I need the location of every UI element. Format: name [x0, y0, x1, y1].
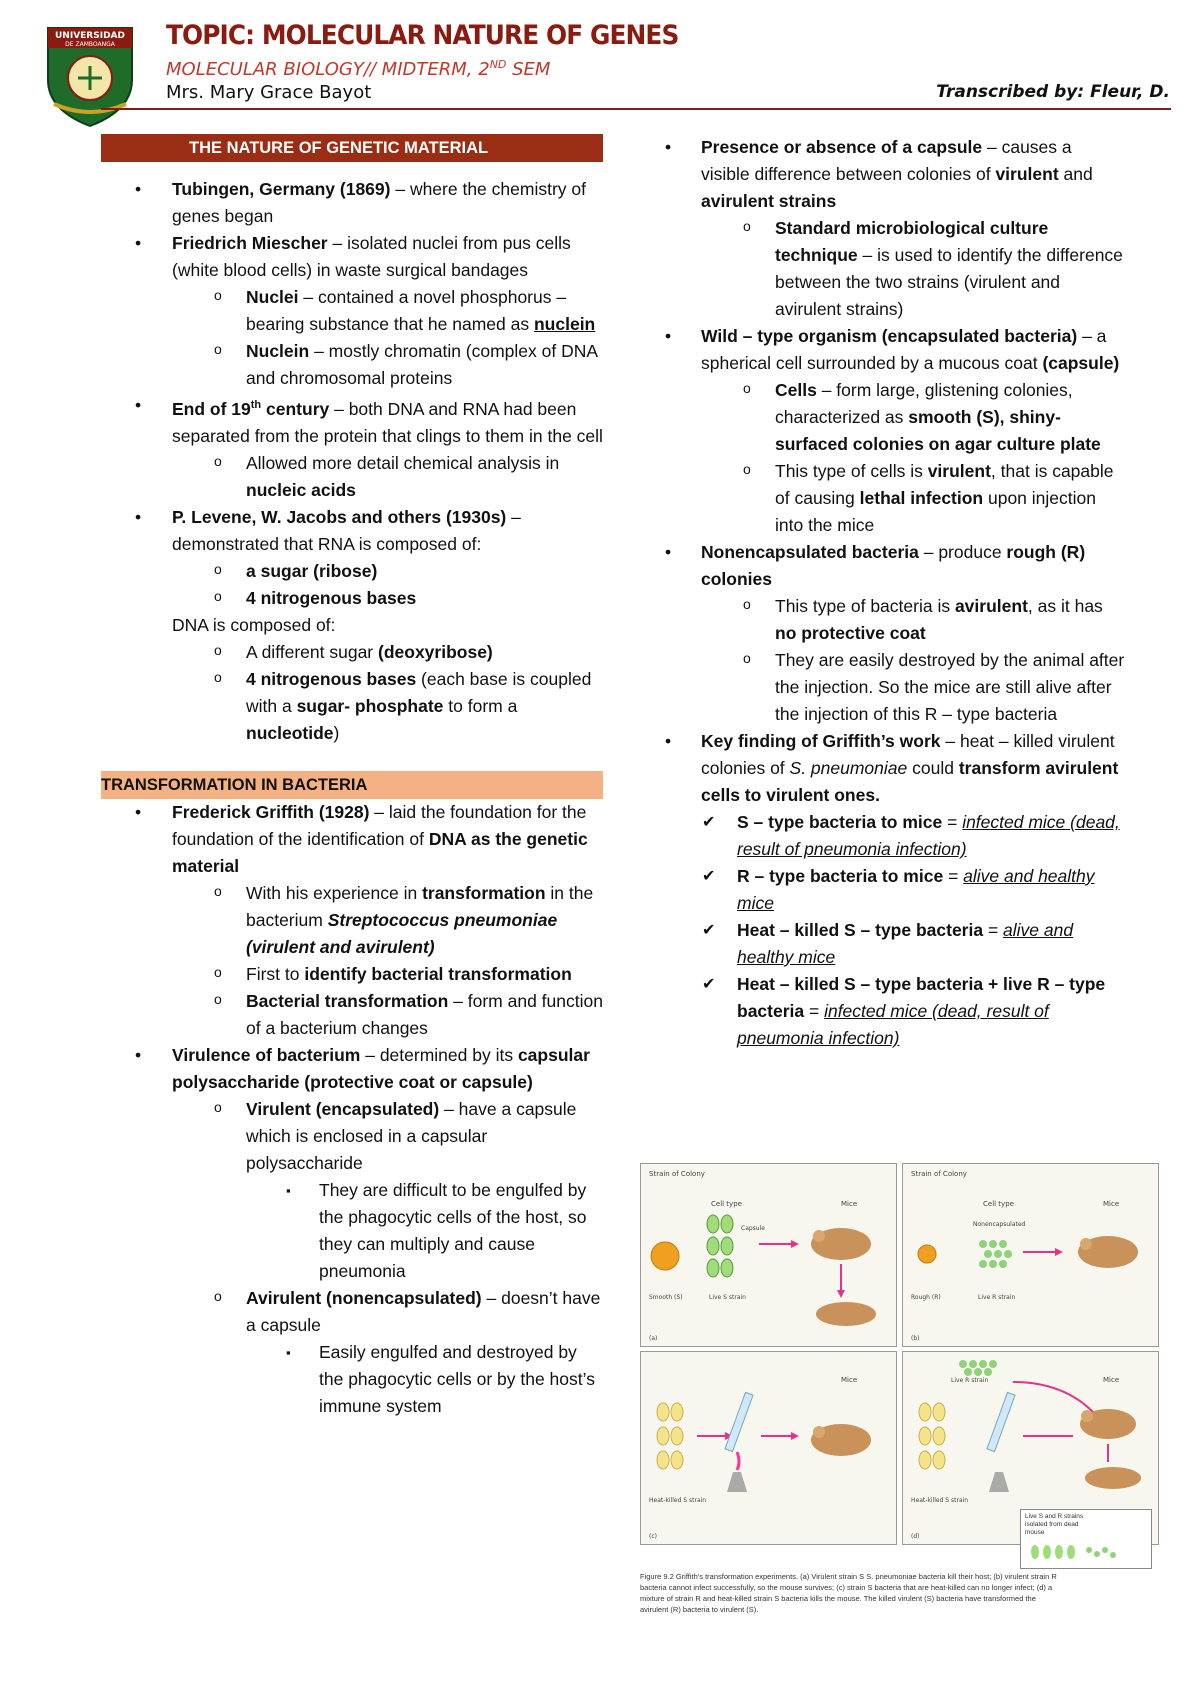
list-item: o 4 nitrogenous bases (each base is coupled with a sugar- phosphate to form a nucleotide) [101, 666, 603, 747]
teacher-name: Mrs. Mary Grace Bayot [166, 82, 372, 103]
list-item: o Nuclei – contained a novel phosphorus – bearing substance that he named as nuclein [101, 284, 603, 338]
list-item: • End of 19th century – both DNA and RNA had been separated from the protein that clings to them in the cell [101, 392, 603, 450]
svg-text:DE ZAMBOANGA: DE ZAMBOANGA [65, 41, 115, 48]
figure-caption: Figure 9.2 Griffith's transformation experiments. (a) Virulent strain S S. pneumoniae bacteria kill their host; (b) virulent strain R bacteria cannot infect successfully, so the mouse survives; (c) strain S bacteria that are heat-killed can no longer infect; (d) a mixture of strain R and heat-killed strain S bacteria kills the mouse. The killed virulent (S) bacteria have transformed the avirulent (R) bacteria to virulent (S). [640, 1572, 1057, 1614]
transcriber-credit: Transcribed by: Fleur, D. [936, 82, 1170, 102]
list-item: • Wild – type organism (encapsulated bacteria) – a spherical cell surrounded by a mucous coat (capsule) [655, 323, 1125, 377]
svg-text:Capsule: Capsule [741, 1225, 765, 1232]
check-item: ✔ Heat – killed S – type bacteria + live R – type bacteria = infected mice (dead, result of pneumonia infection) [655, 971, 1125, 1052]
list-item: • Tubingen, Germany (1869) – where the chemistry of genes began [101, 176, 603, 230]
list-item: o First to identify bacterial transformation [101, 961, 603, 988]
svg-text:Strain of Colony: Strain of Colony [911, 1170, 967, 1178]
list-item: • Frederick Griffith (1928) – laid the foundation for the foundation of the identification of DNA as the genetic material [101, 799, 603, 880]
list-item: o This type of bacteria is avirulent, as it has no protective coat [655, 593, 1125, 647]
svg-text:Heat-killed S strain: Heat-killed S strain [911, 1497, 969, 1504]
svg-text:Strain of Colony: Strain of Colony [649, 1170, 705, 1178]
svg-text:Mice: Mice [1103, 1200, 1120, 1208]
list-item: • P. Levene, W. Jacobs and others (1930s) – demonstrated that RNA is composed of: [101, 504, 603, 558]
check-item: ✔ R – type bacteria to mice = alive and healthy mice [655, 863, 1125, 917]
check-item: ✔ S – type bacteria to mice = infected mice (dead, result of pneumonia infection) [655, 809, 1125, 863]
svg-text:Live S strain: Live S strain [709, 1294, 746, 1301]
figure-panel-c [640, 1351, 897, 1545]
svg-text:Cell type: Cell type [711, 1200, 742, 1208]
panel-c-illustration [641, 1352, 896, 1544]
section-heading-genetic-material: THE NATURE OF GENETIC MATERIAL [101, 134, 603, 162]
svg-text:Mice: Mice [841, 1376, 858, 1384]
list-item: o Virulent (encapsulated) – have a capsule which is enclosed in a capsular polysaccharide [101, 1096, 603, 1177]
figure-result-bacteria [1025, 1542, 1145, 1564]
page-header [0, 0, 1200, 125]
list-item: o Bacterial transformation – form and function of a bacterium changes [101, 988, 603, 1042]
svg-text:Cell type: Cell type [983, 1200, 1014, 1208]
list-item: • Key finding of Griffith’s work – heat – killed virulent colonies of S. pneumoniae could transform avirulent cells to virulent ones. [655, 728, 1125, 809]
university-seal-logo [34, 18, 146, 130]
list-item: o With his experience in transformation in the bacterium Streptococcus pneumoniae (virulent and avirulent) [101, 880, 603, 961]
figure-result-box [1020, 1509, 1152, 1569]
left-column [101, 134, 603, 1420]
svg-text:(d): (d) [911, 1533, 920, 1540]
right-column [655, 134, 1125, 1052]
list-item: • Virulence of bacterium – determined by its capsular polysaccharide (protective coat or capsule) [101, 1042, 603, 1096]
svg-text:Heat-killed S strain: Heat-killed S strain [649, 1497, 707, 1504]
panel-a-illustration [641, 1164, 896, 1346]
svg-text:(a): (a) [649, 1335, 658, 1342]
list-item: o Nuclein – mostly chromatin (complex of DNA and chromosomal proteins [101, 338, 603, 392]
figure-result-label: Live S and R strains isolated from dead mouse [1025, 1513, 1084, 1536]
list-item: o a sugar (ribose) [101, 558, 603, 585]
list-item: o Standard microbiological culture technique – is used to identify the difference between the two strains (virulent and avirulent strains) [655, 215, 1125, 323]
panel-b-illustration [903, 1164, 1158, 1346]
list-item: o A different sugar (deoxyribose) [101, 639, 603, 666]
svg-text:Live R strain: Live R strain [951, 1377, 989, 1384]
page-subtitle: MOLECULAR BIOLOGY// MIDTERM, 2ND SEM [166, 58, 551, 80]
svg-text:Live R strain: Live R strain [978, 1294, 1016, 1301]
list-item: • Friedrich Miescher – isolated nuclei from pus cells (white blood cells) in waste surgical bandages [101, 230, 603, 284]
list-item: o Avirulent (nonencapsulated) – doesn’t have a capsule [101, 1285, 603, 1339]
svg-text:Mice: Mice [1103, 1376, 1120, 1384]
svg-text:Rough (R): Rough (R) [911, 1294, 941, 1301]
list-item: ▪ Easily engulfed and destroyed by the phagocytic cells or by the host’s immune system [101, 1339, 603, 1420]
capsule-list [655, 134, 1125, 1052]
list-item: o 4 nitrogenous bases [101, 585, 603, 612]
header-divider [101, 108, 1171, 110]
page-title: TOPIC: MOLECULAR NATURE OF GENES [166, 20, 679, 51]
svg-text:Nonencapsulated: Nonencapsulated [973, 1221, 1026, 1228]
check-item: ✔ Heat – killed S – type bacteria = alive and healthy mice [655, 917, 1125, 971]
list-item: o They are easily destroyed by the animal after the injection. So the mice are still alive after the injection of this R – type bacteria [655, 647, 1125, 728]
list-item: • Presence or absence of a capsule – causes a visible difference between colonies of virulent and avirulent strains [655, 134, 1125, 215]
figure-panel-b [902, 1163, 1159, 1347]
transformation-list [101, 799, 603, 1420]
svg-text:Smooth (S): Smooth (S) [649, 1294, 683, 1301]
section-heading-transformation: TRANSFORMATION IN BACTERIA [101, 771, 603, 799]
list-item: DNA is composed of: [172, 614, 336, 635]
list-item: o Allowed more detail chemical analysis in nucleic acids [101, 450, 603, 504]
list-item: o This type of cells is virulent, that is capable of causing lethal infection upon injection into the mice [655, 458, 1125, 539]
list-item: ▪ They are difficult to be engulfed by the phagocytic cells of the host, so they can multiply and cause pneumonia [101, 1177, 603, 1285]
svg-text:Mice: Mice [841, 1200, 858, 1208]
figure-panel-a [640, 1163, 897, 1347]
genetic-material-list [101, 176, 603, 747]
list-item: • Nonencapsulated bacteria – produce rough (R) colonies [655, 539, 1125, 593]
list-item: o Cells – form large, glistening colonies, characterized as smooth (S), shiny-surfaced colonies on agar culture plate [655, 377, 1125, 458]
svg-text:(b): (b) [911, 1335, 920, 1342]
svg-text:(c): (c) [649, 1533, 657, 1540]
svg-text:UNIVERSIDAD: UNIVERSIDAD [55, 31, 125, 41]
